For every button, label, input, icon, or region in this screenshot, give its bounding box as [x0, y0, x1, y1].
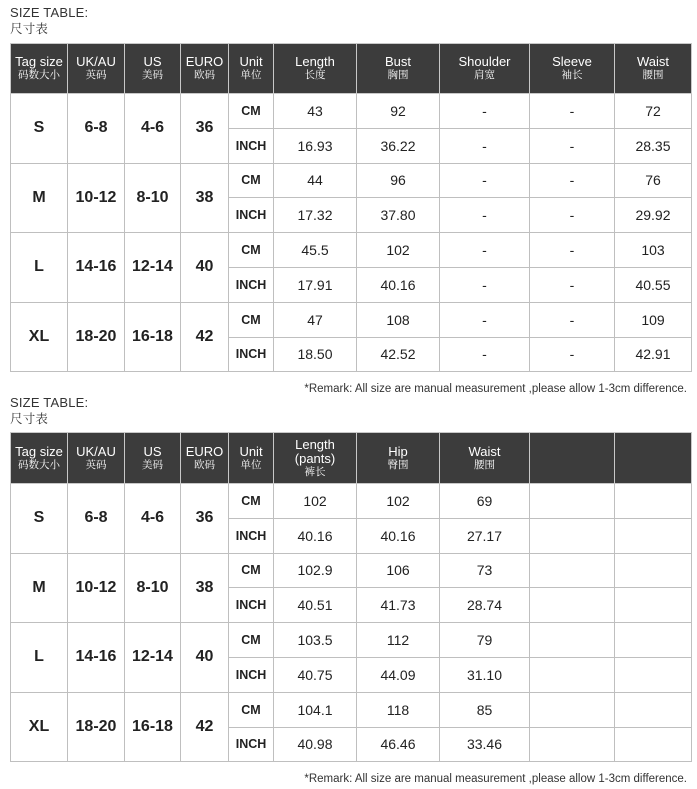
- size-table-title: [10, 395, 88, 427]
- measurement-cell: 44.09: [357, 657, 440, 692]
- header-label-en: Length: [295, 54, 335, 69]
- table-row: [11, 94, 692, 129]
- measurement-cell: 40.16: [274, 518, 357, 553]
- measurement-cell: [530, 553, 615, 588]
- size-euro-cell: 36: [181, 484, 229, 554]
- measurement-cell: 40.55: [615, 267, 692, 302]
- measurement-cell: 106: [357, 553, 440, 588]
- unit-cell: CM: [229, 623, 274, 658]
- header-label-zh: 腰围: [642, 69, 664, 81]
- size-tag-cell: M: [11, 553, 68, 623]
- remark-note: *Remark: All size are manual measurement ,please allow 1-3cm difference.: [304, 773, 687, 785]
- column-header: [357, 44, 440, 94]
- column-header: [530, 433, 615, 484]
- measurement-cell: 102: [357, 233, 440, 268]
- measurement-cell: 43: [274, 94, 357, 129]
- header-label-en: Length (pants): [294, 436, 336, 466]
- column-header: [615, 433, 692, 484]
- size-us-cell: 12-14: [125, 623, 181, 693]
- size-us-cell: 4-6: [125, 94, 181, 164]
- size-uk-cell: 18-20: [68, 692, 125, 762]
- measurement-cell: 28.35: [615, 128, 692, 163]
- measurement-cell: 69: [440, 484, 530, 519]
- measurement-cell: [530, 518, 615, 553]
- header-label-en: US: [143, 54, 162, 69]
- size-us-cell: 4-6: [125, 484, 181, 554]
- size-uk-cell: 10-12: [68, 163, 125, 233]
- header-label-en: UK/AU: [76, 54, 116, 69]
- table-row: [11, 163, 692, 198]
- header-label-en: Sleeve: [552, 54, 592, 69]
- measurement-cell: 40.98: [274, 727, 357, 762]
- table-row: [11, 553, 692, 588]
- measurement-cell: 112: [357, 623, 440, 658]
- measurement-cell: 79: [440, 623, 530, 658]
- size-euro-cell: 38: [181, 553, 229, 623]
- header-row: [11, 44, 692, 94]
- header-label-zh: 美码: [142, 69, 163, 81]
- measurement-cell: [530, 727, 615, 762]
- size-euro-cell: 40: [181, 233, 229, 303]
- size-us-cell: 8-10: [125, 553, 181, 623]
- header-label-en: UK/AU: [76, 443, 116, 459]
- table-row: [11, 233, 692, 268]
- header-label-en: EURO: [185, 54, 224, 69]
- measurement-cell: -: [530, 233, 615, 268]
- table-row: [11, 623, 692, 658]
- column-header: [229, 44, 274, 94]
- unit-cell: CM: [229, 484, 274, 519]
- column-header: [181, 44, 229, 94]
- title-en: SIZE TABLE:: [10, 395, 89, 410]
- unit-cell: INCH: [229, 727, 274, 762]
- measurement-cell: 102.9: [274, 553, 357, 588]
- measurement-cell: 40.16: [357, 267, 440, 302]
- column-header: [125, 433, 181, 484]
- size-tag-cell: L: [11, 233, 68, 303]
- size-uk-cell: 14-16: [68, 623, 125, 693]
- header-label-en: Shoulder: [458, 54, 511, 69]
- size-uk-cell: 10-12: [68, 553, 125, 623]
- header-row: [11, 433, 692, 484]
- measurement-cell: 102: [357, 484, 440, 519]
- measurement-cell: 37.80: [357, 198, 440, 233]
- unit-cell: INCH: [229, 128, 274, 163]
- measurement-cell: -: [530, 337, 615, 372]
- size-euro-cell: 38: [181, 163, 229, 233]
- header-label-zh: 英码: [85, 458, 107, 471]
- measurement-cell: 42.91: [615, 337, 692, 372]
- size-tag-cell: XL: [11, 302, 68, 372]
- unit-cell: INCH: [229, 337, 274, 372]
- header-label-en: Waist: [636, 54, 670, 69]
- measurement-cell: 17.32: [274, 198, 357, 233]
- header-label-zh: 美码: [142, 458, 163, 471]
- size-us-cell: 12-14: [125, 233, 181, 303]
- column-header: [440, 44, 530, 94]
- measurement-cell: -: [530, 198, 615, 233]
- measurement-cell: 118: [357, 692, 440, 727]
- measurement-cell: 28.74: [440, 588, 530, 623]
- header-label-en: EURO: [185, 443, 224, 459]
- unit-cell: INCH: [229, 518, 274, 553]
- measurement-cell: -: [440, 233, 530, 268]
- measurement-cell: [530, 623, 615, 658]
- measurement-cell: 29.92: [615, 198, 692, 233]
- column-header: [11, 44, 68, 94]
- header-label-en: Unit: [239, 443, 263, 459]
- measurement-cell: -: [530, 267, 615, 302]
- measurement-cell: 41.73: [357, 588, 440, 623]
- column-header: [274, 44, 357, 94]
- size-euro-cell: 42: [181, 302, 229, 372]
- measurement-cell: -: [440, 302, 530, 337]
- header-label-en: Tag size: [15, 443, 63, 459]
- size-tag-cell: S: [11, 484, 68, 554]
- unit-cell: CM: [229, 692, 274, 727]
- unit-cell: CM: [229, 233, 274, 268]
- size-tag-cell: L: [11, 623, 68, 693]
- size-tag-cell: S: [11, 94, 68, 164]
- size-table: [10, 43, 692, 372]
- measurement-cell: [530, 484, 615, 519]
- column-header: [440, 433, 530, 484]
- table-row: [11, 484, 692, 519]
- title-zh: 尺寸表: [10, 21, 49, 36]
- size-uk-cell: 18-20: [68, 302, 125, 372]
- measurement-cell: -: [440, 163, 530, 198]
- column-header: [229, 433, 274, 484]
- title-zh: 尺寸表: [10, 411, 49, 426]
- measurement-cell: -: [530, 163, 615, 198]
- measurement-cell: 108: [357, 302, 440, 337]
- unit-cell: INCH: [229, 588, 274, 623]
- size-tag-cell: XL: [11, 692, 68, 762]
- header-label-zh: 肩宽: [474, 69, 495, 81]
- header-label-en: Bust: [384, 54, 411, 69]
- column-header: [68, 44, 125, 94]
- size-euro-cell: 40: [181, 623, 229, 693]
- unit-cell: CM: [229, 553, 274, 588]
- measurement-cell: 72: [615, 94, 692, 129]
- column-header: [530, 44, 615, 94]
- measurement-cell: 31.10: [440, 657, 530, 692]
- measurement-cell: 46.46: [357, 727, 440, 762]
- column-header: [357, 433, 440, 484]
- measurement-cell: [615, 623, 692, 658]
- unit-cell: CM: [229, 94, 274, 129]
- measurement-cell: 40.51: [274, 588, 357, 623]
- title-en: SIZE TABLE:: [10, 5, 89, 20]
- measurement-cell: -: [440, 94, 530, 129]
- header-label-zh: 臀围: [387, 458, 409, 471]
- header-label-en: Waist: [468, 443, 501, 459]
- measurement-cell: [615, 692, 692, 727]
- measurement-cell: 33.46: [440, 727, 530, 762]
- measurement-cell: [530, 588, 615, 623]
- measurement-cell: 73: [440, 553, 530, 588]
- measurement-cell: 42.52: [357, 337, 440, 372]
- table-row: [11, 302, 692, 337]
- measurement-cell: 96: [357, 163, 440, 198]
- column-header: [615, 44, 692, 94]
- measurement-cell: 102: [274, 484, 357, 519]
- measurement-cell: 104.1: [274, 692, 357, 727]
- measurement-cell: 44: [274, 163, 357, 198]
- measurement-cell: [615, 484, 692, 519]
- measurement-cell: -: [440, 128, 530, 163]
- column-header: [181, 433, 229, 484]
- measurement-cell: 18.50: [274, 337, 357, 372]
- unit-cell: INCH: [229, 267, 274, 302]
- measurement-cell: -: [530, 94, 615, 129]
- header-label-zh: 胸围: [387, 69, 409, 81]
- header-label-en: Unit: [239, 54, 263, 69]
- measurement-cell: 103.5: [274, 623, 357, 658]
- size-us-cell: 8-10: [125, 163, 181, 233]
- measurement-cell: 92: [357, 94, 440, 129]
- size-us-cell: 16-18: [125, 692, 181, 762]
- measurement-cell: 40.16: [357, 518, 440, 553]
- measurement-cell: 103: [615, 233, 692, 268]
- measurement-cell: 40.75: [274, 657, 357, 692]
- column-header: [274, 433, 357, 484]
- measurement-cell: [615, 518, 692, 553]
- measurement-cell: 85: [440, 692, 530, 727]
- header-label-en: US: [143, 443, 162, 459]
- remark-note: *Remark: All size are manual measurement ,please allow 1-3cm difference.: [304, 383, 687, 395]
- unit-cell: INCH: [229, 198, 274, 233]
- header-label-en: Tag size: [15, 54, 63, 69]
- measurement-cell: -: [440, 267, 530, 302]
- header-label-zh: 裤长: [304, 465, 326, 478]
- column-header: [125, 44, 181, 94]
- measurement-cell: [615, 553, 692, 588]
- size-uk-cell: 6-8: [68, 484, 125, 554]
- table-row: [11, 692, 692, 727]
- size-table-title: [10, 5, 88, 37]
- measurement-cell: -: [530, 302, 615, 337]
- header-label-zh: 单位: [240, 458, 262, 471]
- measurement-cell: [615, 727, 692, 762]
- measurement-cell: 47: [274, 302, 357, 337]
- size-uk-cell: 14-16: [68, 233, 125, 303]
- measurement-cell: 16.93: [274, 128, 357, 163]
- size-us-cell: 16-18: [125, 302, 181, 372]
- header-label-zh: 腰围: [474, 458, 495, 471]
- size-euro-cell: 36: [181, 94, 229, 164]
- column-header: [11, 433, 68, 484]
- measurement-cell: 76: [615, 163, 692, 198]
- header-label-zh: 长度: [304, 69, 326, 81]
- measurement-cell: 17.91: [274, 267, 357, 302]
- unit-cell: INCH: [229, 657, 274, 692]
- measurement-cell: [615, 657, 692, 692]
- size-uk-cell: 6-8: [68, 94, 125, 164]
- measurement-cell: 45.5: [274, 233, 357, 268]
- measurement-cell: [615, 588, 692, 623]
- measurement-cell: -: [440, 337, 530, 372]
- header-label-zh: 英码: [85, 69, 107, 81]
- measurement-cell: 36.22: [357, 128, 440, 163]
- measurement-cell: 27.17: [440, 518, 530, 553]
- size-euro-cell: 42: [181, 692, 229, 762]
- header-label-en: Hip: [388, 443, 408, 459]
- header-label-zh: 欧码: [194, 458, 215, 471]
- measurement-cell: -: [530, 128, 615, 163]
- header-label-zh: 码数大小: [18, 458, 60, 471]
- measurement-cell: [530, 692, 615, 727]
- header-label-zh: 袖长: [561, 69, 583, 81]
- unit-cell: CM: [229, 163, 274, 198]
- header-label-zh: 欧码: [194, 69, 215, 81]
- unit-cell: CM: [229, 302, 274, 337]
- header-label-zh: 码数大小: [18, 69, 60, 81]
- size-tag-cell: M: [11, 163, 68, 233]
- column-header: [68, 433, 125, 484]
- measurement-cell: [530, 657, 615, 692]
- header-label-zh: 单位: [240, 69, 262, 81]
- measurement-cell: -: [440, 198, 530, 233]
- measurement-cell: 109: [615, 302, 692, 337]
- size-table: [10, 432, 692, 762]
